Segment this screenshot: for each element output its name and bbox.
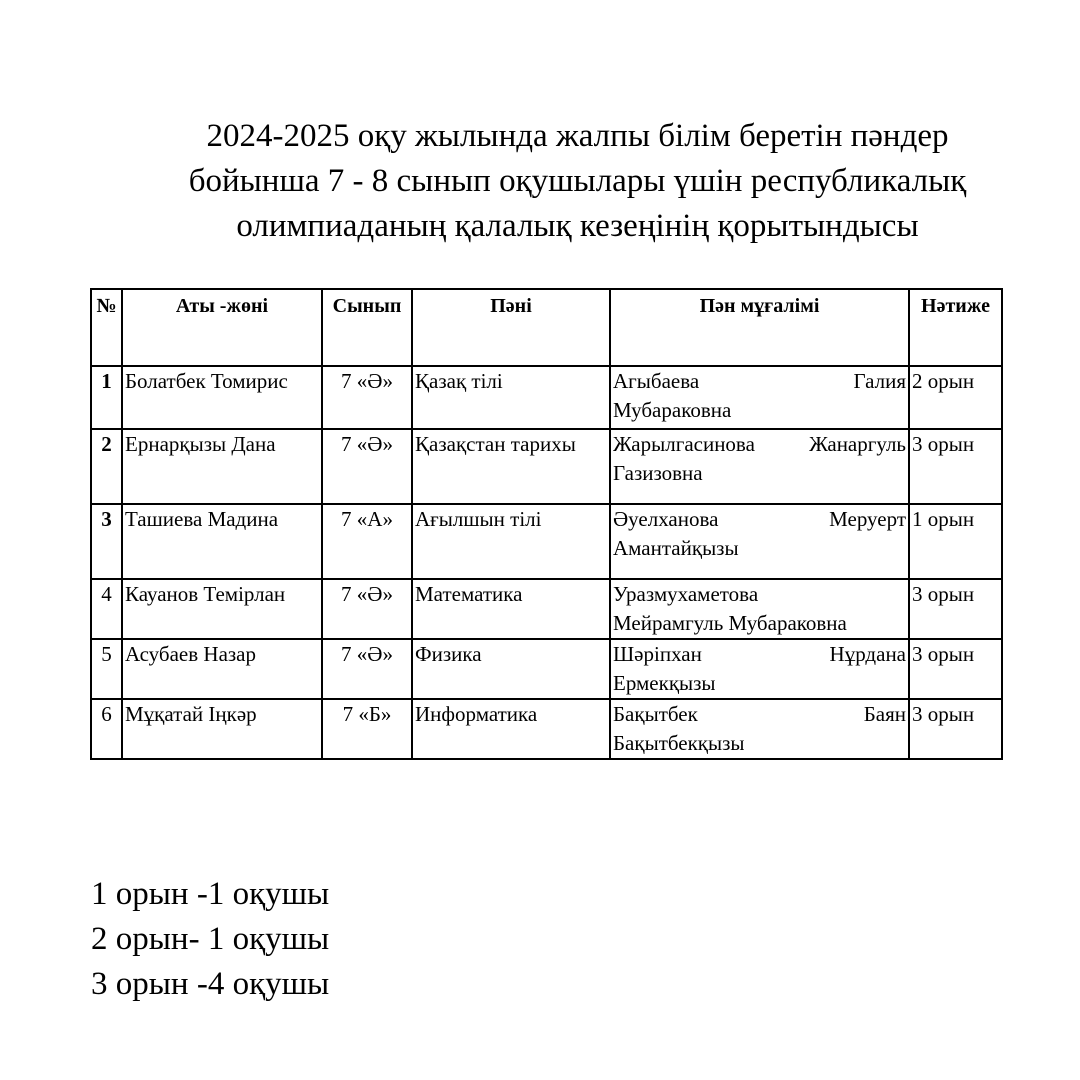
teacher-surname: Уразмухаметова [613, 582, 759, 606]
results-table [90, 288, 1003, 760]
subject: Математика [412, 579, 610, 639]
student-class: 7 «Ә» [322, 639, 412, 699]
teacher-surname: Бақытбек [613, 702, 698, 726]
teacher-surname: Әуелханова [613, 507, 719, 531]
student-name: Кауанов Темірлан [122, 579, 322, 639]
results-summary [91, 872, 329, 1007]
row-number: 2 [91, 429, 122, 504]
table-row [91, 429, 1002, 504]
row-number: 5 [91, 639, 122, 699]
teacher-firstname: Баян [863, 702, 906, 726]
teacher [610, 639, 909, 699]
title-line: олимпиаданың қалалық кезеңінің қорытындысы [236, 208, 919, 244]
student-class: 7 «А» [322, 504, 412, 579]
header-number: № [91, 289, 122, 366]
teacher-firstname: Жанаргуль [809, 432, 906, 456]
table-row [91, 366, 1002, 429]
student-class: 7 «Ә» [322, 579, 412, 639]
student-class: 7 «Ә» [322, 429, 412, 504]
row-number: 4 [91, 579, 122, 639]
student-name: Ернарқызы Дана [122, 429, 322, 504]
result: 2 орын [909, 366, 1002, 429]
teacher [610, 366, 909, 429]
teacher-firstname: Галия [853, 369, 906, 393]
teacher-patronymic: Мейрамгуль Мубараковна [613, 611, 847, 635]
table-row [91, 579, 1002, 639]
teacher [610, 699, 909, 759]
header-result: Нәтиже [909, 289, 1002, 366]
teacher-patronymic: Мубараковна [613, 398, 732, 422]
subject: Қазақ тілі [412, 366, 610, 429]
summary-line: 1 орын -1 оқушы [91, 876, 330, 912]
result: 3 орын [909, 429, 1002, 504]
teacher-surname: Шәріпхан [613, 642, 702, 666]
subject: Қазақстан тарихы [412, 429, 610, 504]
teacher-firstname: Нұрдана [829, 642, 906, 666]
student-name: Асубаев Назар [122, 639, 322, 699]
table-row [91, 699, 1002, 759]
summary-line: 3 орын -4 оқушы [91, 966, 330, 1002]
teacher-patronymic: Амантайқызы [613, 536, 739, 560]
table-row [91, 639, 1002, 699]
student-class: 7 «Ә» [322, 366, 412, 429]
row-number: 6 [91, 699, 122, 759]
document-title [120, 114, 1035, 249]
student-name: Ташиева Мадина [122, 504, 322, 579]
header-class: Сынып [322, 289, 412, 366]
row-number: 3 [91, 504, 122, 579]
table-header-row [91, 289, 1002, 366]
result: 3 орын [909, 579, 1002, 639]
teacher-firstname: Меруерт [829, 507, 906, 531]
header-subject: Пәні [412, 289, 610, 366]
table-row [91, 504, 1002, 579]
teacher [610, 579, 909, 639]
student-name: Болатбек Томирис [122, 366, 322, 429]
title-line: 2024-2025 оқу жылында жалпы білім беретін пәндер [206, 118, 949, 154]
title-line: бойынша 7 - 8 сынып оқушылары үшін республикалық [188, 163, 967, 199]
teacher-surname: Жарылгасинова [613, 432, 755, 456]
result: 1 орын [909, 504, 1002, 579]
result: 3 орын [909, 639, 1002, 699]
teacher-patronymic: Ермекқызы [613, 671, 716, 695]
student-class: 7 «Б» [322, 699, 412, 759]
teacher-patronymic: Бақытбекқызы [613, 731, 745, 755]
subject: Ағылшын тілі [412, 504, 610, 579]
subject: Физика [412, 639, 610, 699]
summary-line: 2 орын- 1 оқушы [91, 921, 330, 957]
header-name: Аты -жөні [122, 289, 322, 366]
result: 3 орын [909, 699, 1002, 759]
student-name: Мұқатай Іңкәр [122, 699, 322, 759]
subject: Информатика [412, 699, 610, 759]
row-number: 1 [91, 366, 122, 429]
header-teacher: Пән мұғалімі [610, 289, 909, 366]
teacher-surname: Агыбаева [613, 369, 700, 393]
teacher [610, 429, 909, 504]
teacher [610, 504, 909, 579]
teacher-patronymic: Газизовна [613, 461, 703, 485]
